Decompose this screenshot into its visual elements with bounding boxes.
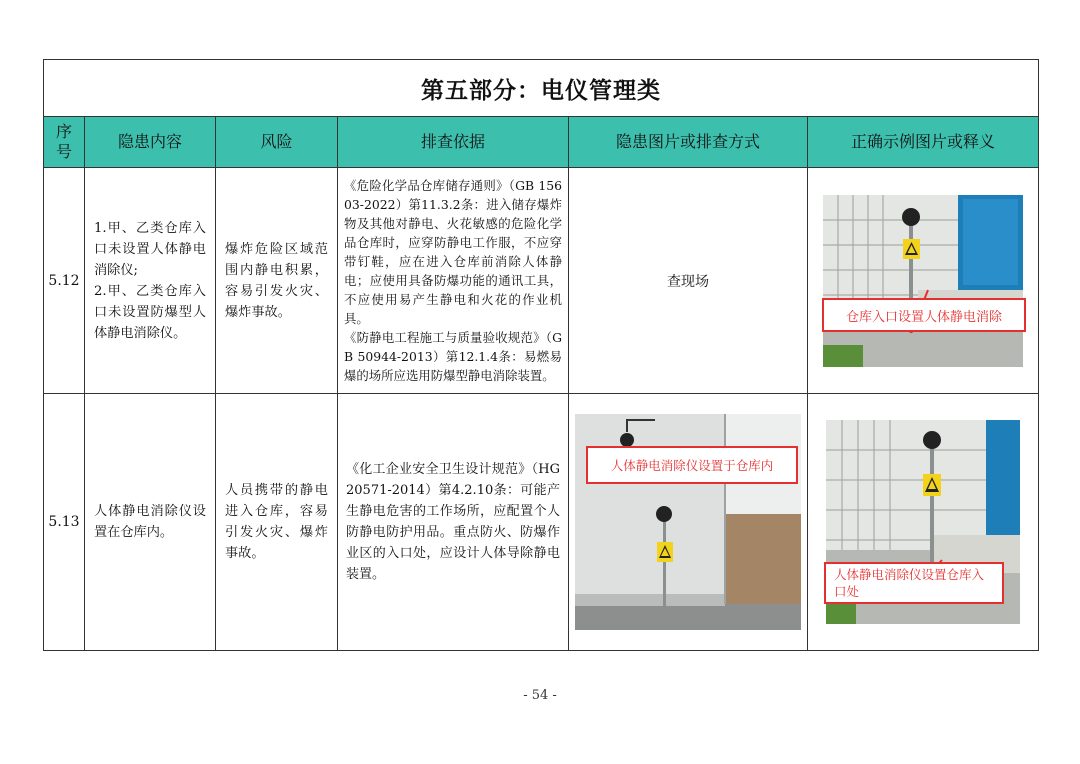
row-risk: 爆炸危险区域范围内静电积累，容易引发火灾、爆炸事故。 <box>216 168 338 394</box>
table-row <box>44 168 1039 394</box>
table-row <box>44 394 1039 651</box>
row-basis <box>338 394 569 651</box>
hazard-item: 人体静电消除仪设置在仓库内。 <box>94 504 206 540</box>
row-example <box>808 168 1039 394</box>
row-method: 查现场 <box>569 168 808 394</box>
row-hazard-photo <box>569 394 808 651</box>
header-risk: 风险 <box>216 117 338 168</box>
hazard-item: 2.甲、乙类仓库入口未设置防爆型人体静电消除仪。 <box>94 283 206 341</box>
row-basis <box>338 168 569 394</box>
header-method: 隐患图片或排查方式 <box>569 117 808 168</box>
example-callout: 仓库入口设置人体静电消除 <box>822 298 1026 332</box>
row-hazard <box>85 168 216 394</box>
header-hazard: 隐患内容 <box>85 117 216 168</box>
table-header <box>44 117 1039 168</box>
header-basis: 排查依据 <box>338 117 569 168</box>
row-example <box>808 394 1039 651</box>
basis-item: 《化工企业安全卫生设计规范》（HG 20571-2014）第4.2.10条：可能产生静电危害的工作场所，应配置个人防静电防护用品。重点防火、防爆作业区的入口处，应设计人体导除静电装置。 <box>346 462 560 582</box>
example-photo <box>823 195 1023 367</box>
row-hazard <box>85 394 216 651</box>
row-seq: 5.12 <box>44 168 85 394</box>
row-risk: 人员携带的静电进入仓库，容易引发火灾、爆炸事故。 <box>216 394 338 651</box>
basis-item: 《危险化学品仓库储存通则》（GB 15603-2022）第11.3.2条：进入储存爆炸物及其他对静电、火花敏感的危险化学品仓库时，应穿防静电工作服，不应穿带钉鞋，应在进入仓库前消除人体静电；应使用具备防爆功能的通讯工具，不应使用易产生静电和火花的作业机具。 <box>344 178 562 326</box>
header-example: 正确示例图片或释义 <box>808 117 1039 168</box>
row-seq: 5.13 <box>44 394 85 651</box>
hazard-callout: 人体静电消除仪设置于仓库内 <box>586 446 798 484</box>
example-callout: 人体静电消除仪设置仓库入口处 <box>824 562 1004 604</box>
hazard-item: 1.甲、乙类仓库入口未设置人体静电消除仪; <box>94 220 206 278</box>
page-number: - 54 - <box>523 688 557 703</box>
section-title: 第五部分：电仪管理类 <box>44 60 1039 117</box>
hazard-table <box>43 59 1039 651</box>
basis-item: 《防静电工程施工与质量验收规范》（GB 50944-2013）第12.1.4条：易燃易爆的场所应选用防爆型静电消除装置。 <box>344 330 562 383</box>
header-seq: 序号 <box>44 117 85 168</box>
